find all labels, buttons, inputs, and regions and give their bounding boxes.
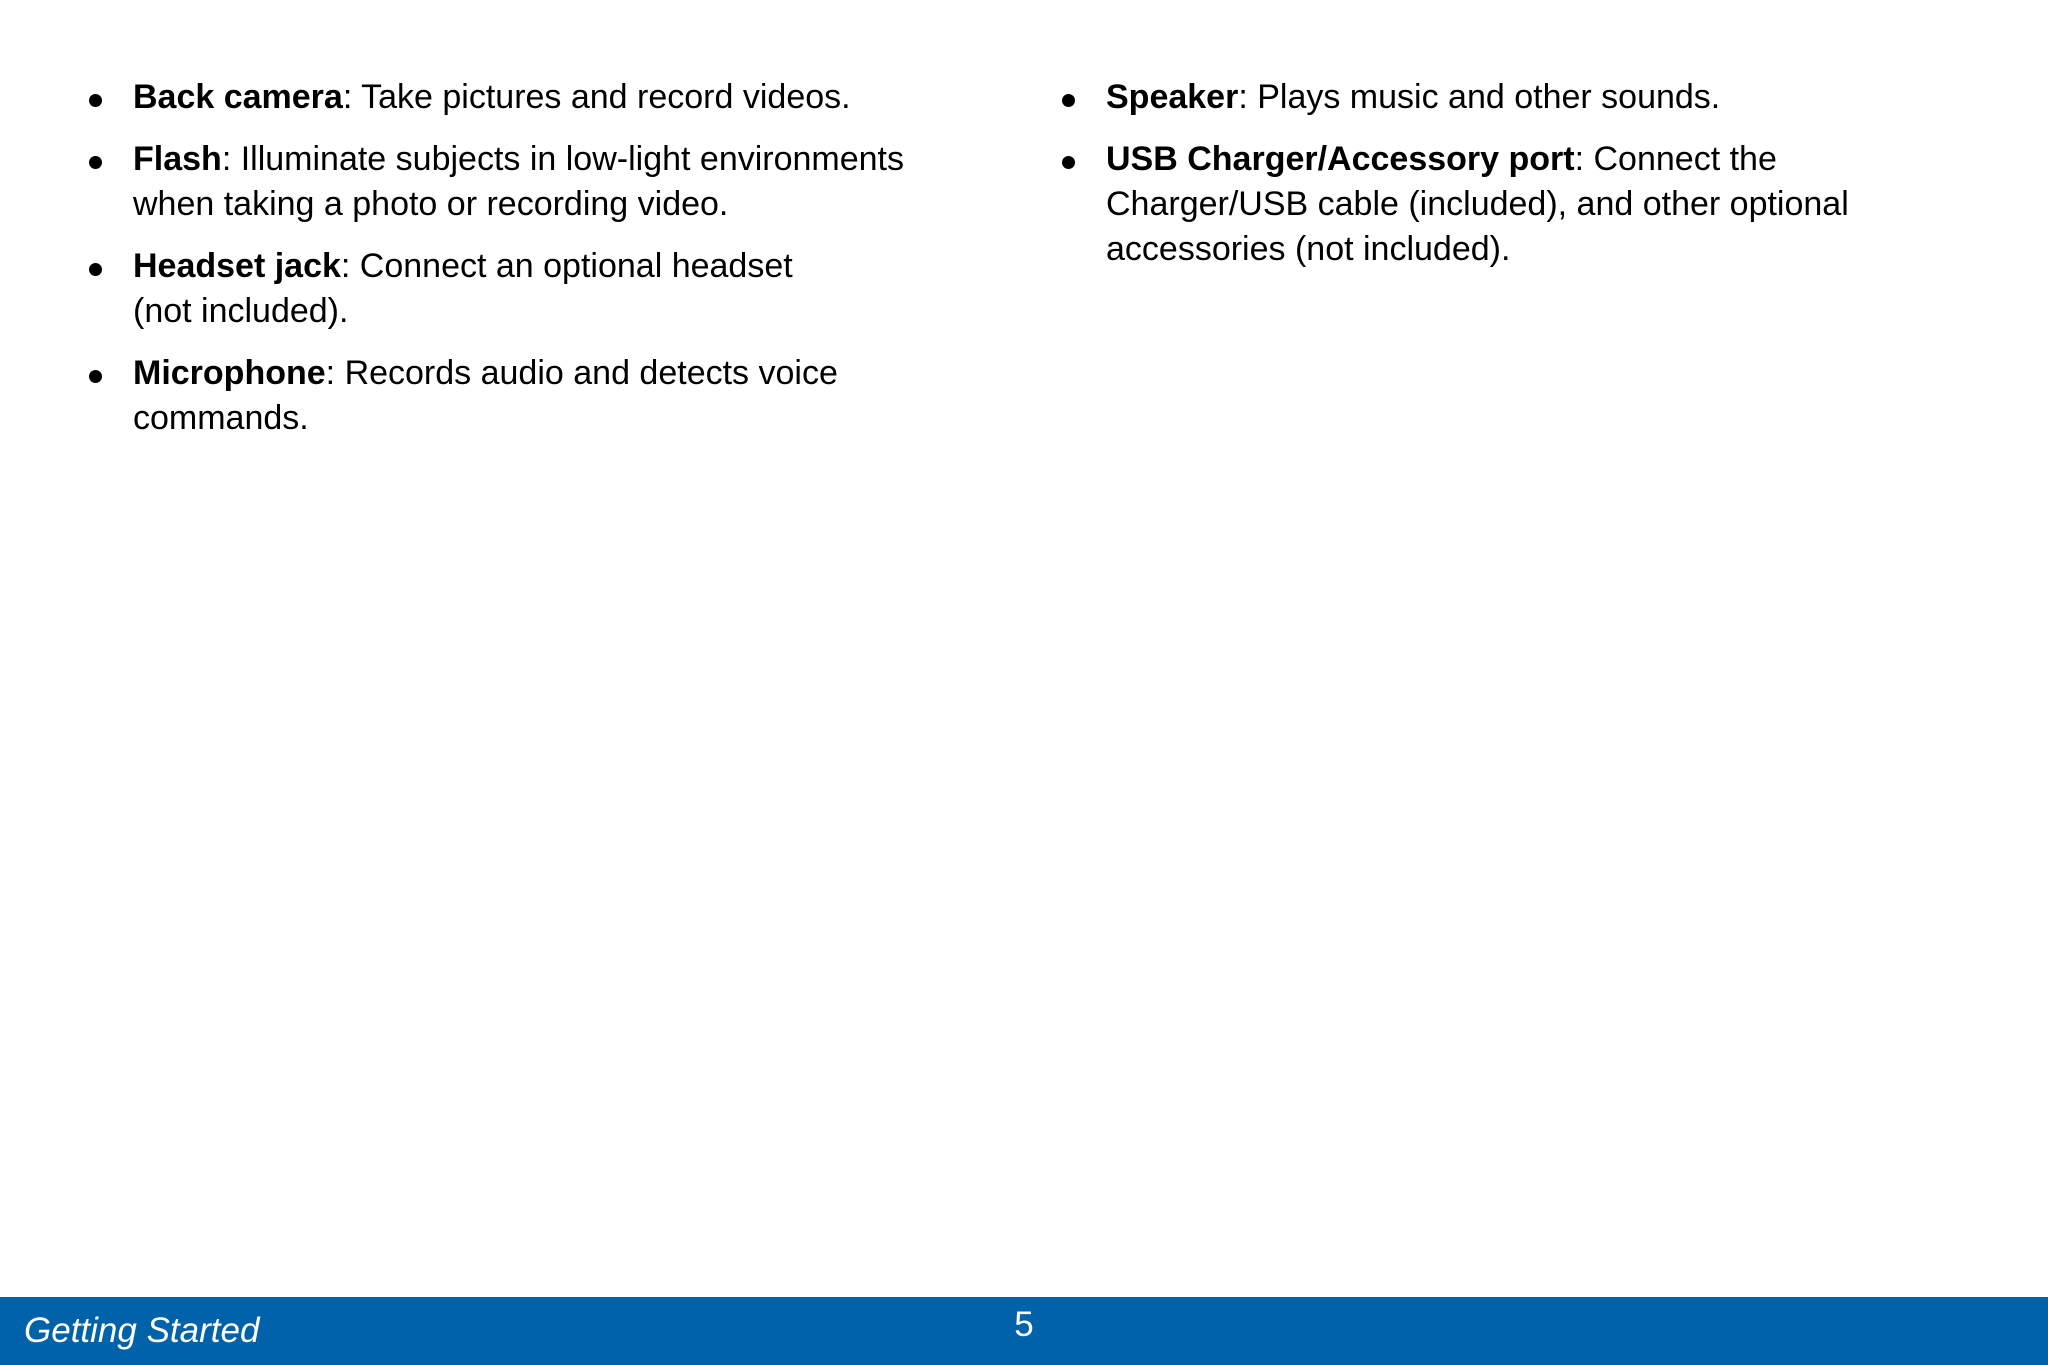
list-item-speaker — [1059, 75, 1999, 120]
feature-term: Microphone — [133, 354, 326, 392]
feature-term: Flash — [133, 140, 222, 178]
page-footer — [0, 1297, 2048, 1365]
list-item-microphone — [86, 351, 1006, 441]
bullet-icon — [89, 156, 102, 169]
feature-description: : Take pictures and record videos. — [342, 78, 851, 116]
list-item-usb-port — [1059, 137, 1999, 272]
page-number: 5 — [1014, 1305, 1034, 1344]
feature-description: : Records audio and detects voice — [325, 354, 838, 392]
bullet-icon — [1062, 156, 1075, 169]
bullet-icon — [1062, 94, 1075, 107]
feature-description: : Connect the — [1574, 140, 1777, 178]
feature-term: USB Charger/Accessory port — [1106, 140, 1575, 178]
bullet-icon — [89, 370, 102, 383]
list-item-flash — [86, 137, 1006, 227]
feature-description-continued: Charger/USB cable (included), and other optional — [1106, 185, 1849, 223]
bullet-icon — [89, 94, 102, 107]
list-item-headset-jack — [86, 244, 1006, 334]
list-item-back-camera — [86, 75, 1006, 120]
feature-description-continued: accessories (not included). — [1106, 230, 1511, 268]
feature-description: : Illuminate subjects in low-light environments — [221, 140, 905, 178]
bullet-icon — [89, 263, 102, 276]
feature-term: Speaker — [1106, 78, 1239, 116]
feature-description: : Plays music and other sounds. — [1238, 78, 1721, 116]
left-feature-list — [86, 75, 1006, 458]
right-feature-list — [1059, 75, 1999, 289]
feature-description-continued: (not included). — [133, 292, 349, 330]
feature-description: : Connect an optional headset — [340, 247, 793, 285]
feature-term: Back camera — [133, 78, 343, 116]
feature-description-continued: commands. — [133, 399, 309, 437]
section-title: Getting Started — [24, 1311, 260, 1350]
feature-description-continued: when taking a photo or recording video. — [133, 185, 729, 223]
feature-term: Headset jack — [133, 247, 341, 285]
